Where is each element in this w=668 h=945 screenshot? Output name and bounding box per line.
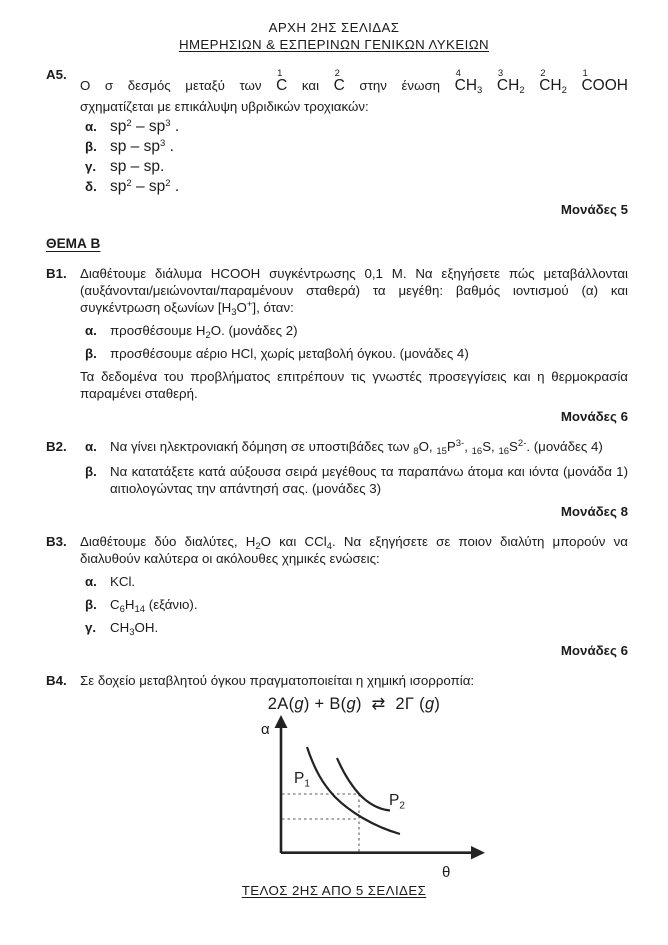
question-b4-paragraph: Σε δοχείο μεταβλητού όγκου πραγματοποιείται η χημική ισορροπία: — [80, 673, 475, 688]
option-row-a — [80, 118, 628, 135]
chemical-equation: 2A(g) + B(g) ⇄ 2Γ (g) — [267, 695, 441, 713]
question-b3-number: Β3. — [46, 534, 67, 549]
option-row-c — [80, 158, 628, 175]
option-label: α. — [85, 119, 97, 134]
question-a5-line1: Ο σ δεσμός μεταξύ των 1 C και 2 C στην ένωση 4 $CH_3$ 3 $CH_2$ 2 $CH_2$ 1 COOH — [80, 67, 628, 96]
b3-item-b — [80, 596, 628, 613]
question-b4 — [46, 672, 628, 897]
question-b2 — [46, 438, 628, 520]
item-label: α. — [85, 574, 97, 589]
option-row-b — [80, 138, 628, 155]
x-axis-arrow-icon — [471, 846, 485, 859]
theme-b-heading: ΘΕΜΑ Β — [46, 236, 101, 251]
x-axis-label: θ — [442, 864, 451, 881]
curve-p1-label: $P_1$ — [294, 770, 310, 790]
option-row-d — [80, 178, 628, 195]
question-b4-number: Β4. — [46, 673, 67, 688]
marks-b2: Μονάδες 8 — [560, 504, 628, 519]
item-text: $C_6H_{14}$ (εξάνιο). — [110, 597, 198, 615]
item-text: Να γίνει ηλεκτρονιακή δόμηση σε υποστιβάδες των $_8$O, $_{15}P^{3-}$, $_{16}$S, $_{16}S^{2-}$. (μονάδες 4) — [110, 438, 603, 457]
ionization-graph — [244, 715, 628, 897]
marks-a5: Μονάδες 5 — [560, 202, 628, 217]
curve-p2 — [337, 758, 390, 811]
graph-svg — [244, 715, 524, 893]
b1-item-a — [80, 322, 628, 339]
item-label: α. — [85, 323, 97, 338]
option-label: β. — [85, 139, 97, 154]
question-a5-number: Α5. — [46, 67, 67, 82]
item-label: β. — [85, 597, 97, 612]
question-b2-number: Β2. — [46, 439, 67, 454]
option-formula: $sp^2 - sp^2$ . — [110, 178, 180, 195]
item-label: α. — [85, 439, 97, 454]
page-content — [46, 66, 628, 897]
item-label: β. — [85, 464, 97, 479]
question-b1 — [46, 265, 628, 425]
item-text: προσθέσουμε $H_2O$. (μονάδες 2) — [110, 323, 298, 341]
page-footer: ΤΕΛΟΣ 2ΗΣ ΑΠΟ 5 ΣΕΛΙΔΕΣ — [241, 883, 427, 898]
curve-p1 — [307, 747, 400, 834]
question-a5 — [46, 66, 628, 218]
option-formula: sp – sp. — [110, 158, 165, 175]
item-label: β. — [85, 346, 97, 361]
y-axis-arrow-icon — [275, 715, 288, 728]
question-b1-number: Β1. — [46, 266, 67, 281]
header-line-1: ΑΡΧΗ 2ΗΣ ΣΕΛΙΔΑΣ — [268, 20, 400, 35]
marks-b1: Μονάδες 6 — [560, 409, 628, 424]
curve-p2-label: $P_2$ — [389, 792, 405, 812]
question-b3-paragraph: Διαθέτουμε δύο διαλύτες, $H_2O$ και CCl$_4$. Να εξηγήσετε σε ποιον διαλύτη μπορούν να διαλυθούν καλύτερα οι ακόλουθες χημικές ενώσεις: — [80, 534, 628, 566]
question-b3 — [46, 533, 628, 659]
b2-item-a — [80, 438, 628, 455]
page-header — [0, 0, 668, 53]
option-formula: sp – $sp^3$ . — [110, 138, 174, 155]
option-label: γ. — [85, 159, 97, 174]
item-text: $CH_3OH$. — [110, 620, 159, 638]
b1-item-b — [80, 345, 628, 362]
question-b1-note: Τα δεδομένα του προβλήματος επιτρέπουν τις γνωστές προσεγγίσεις και η θερμοκρασία παραμένει σταθερή. — [80, 369, 628, 401]
item-label: γ. — [85, 620, 97, 635]
question-a5-line2: σχηματίζεται με επικάλυψη υβριδικών τροχιακών: — [80, 99, 369, 114]
marks-b3: Μονάδες 6 — [560, 643, 628, 658]
question-a5-options — [80, 118, 628, 195]
option-label: δ. — [85, 179, 97, 194]
b3-item-a — [80, 573, 628, 590]
y-axis-label: α — [261, 721, 270, 738]
question-b1-paragraph: Διαθέτουμε διάλυμα HCOOH συγκέντρωσης 0,1 M. Να εξηγήσετε πώς μεταβάλλονται (αυξάνονται/μειώνονται/παραμένουν σταθερά) τα μεγέθη: βαθμός ιοντισμού (α) και συγκέντρωση οξωνίων $[H_3O^+]$, όταν: — [80, 266, 628, 318]
item-text: προσθέσουμε αέριο HCl, χωρίς μεταβολή όγκου. (μονάδες 4) — [110, 346, 469, 361]
option-formula: $sp^2 - sp^3$ . — [110, 118, 180, 135]
item-text: KCl. — [110, 574, 136, 589]
header-line-2: ΗΜΕΡΗΣΙΩΝ & ΕΣΠΕΡΙΝΩΝ ΓΕΝΙΚΩΝ ΛΥΚΕΙΩΝ — [178, 37, 490, 52]
b2-item-b — [80, 463, 628, 497]
item-text: Να κατατάξετε κατά αύξουσα σειρά μεγέθους τα παραπάνω άτομα και ιόντα (μονάδα 1) αιτιολογώντας την απάντησή σας. (μονάδες 3) — [110, 464, 628, 496]
b3-item-c — [80, 619, 628, 636]
